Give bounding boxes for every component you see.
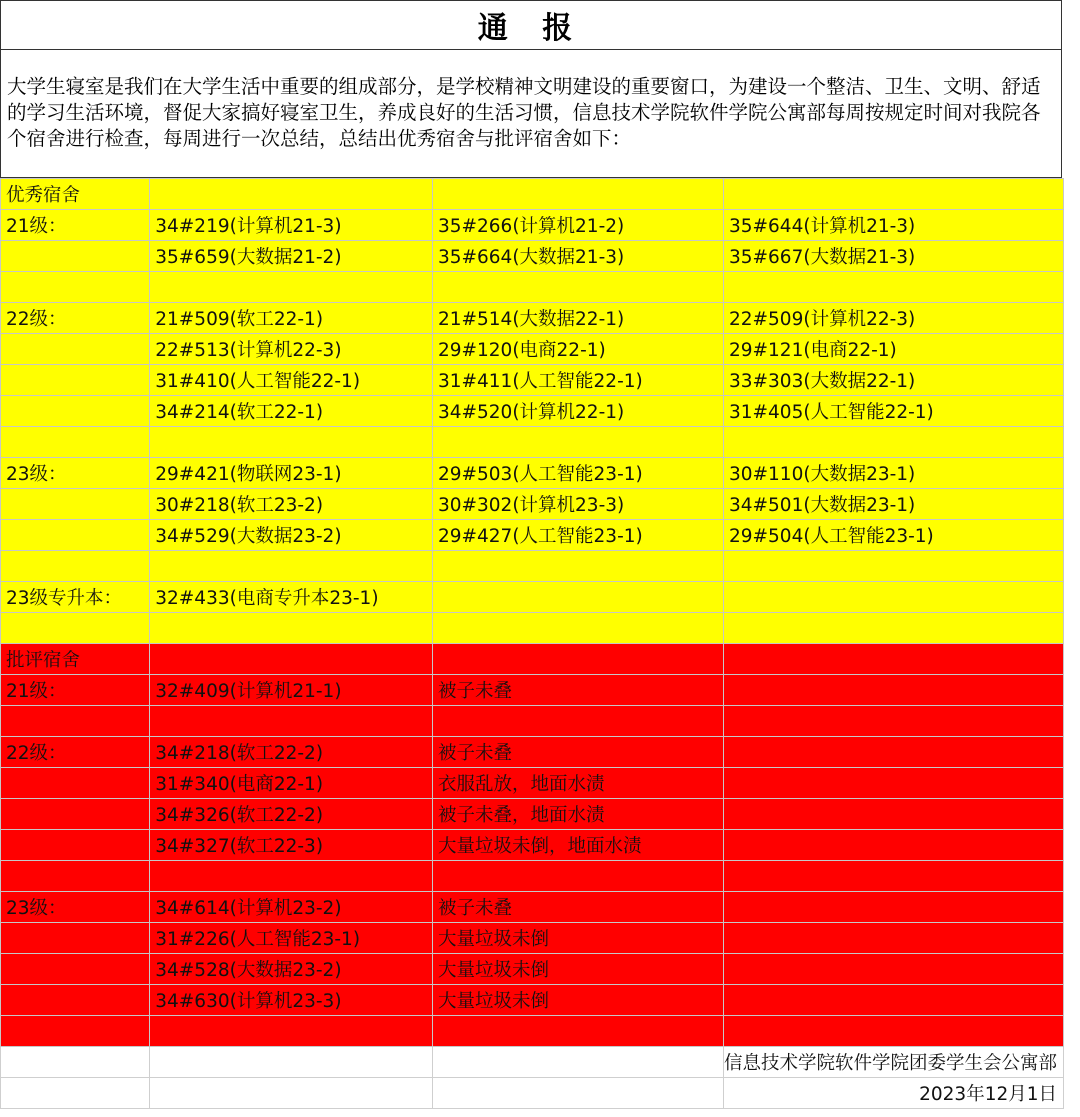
grade-label <box>1 985 150 1016</box>
dorm-cell <box>432 582 723 613</box>
dorm-cell <box>724 582 1064 613</box>
excellent-row <box>1 427 1080 458</box>
excellent-row <box>1 365 1080 396</box>
grade-label <box>1 241 150 272</box>
dorm-cell: 34#501(大数据23-1) <box>724 489 1064 520</box>
row-gap-cell <box>1064 985 1080 1016</box>
dorm-cell: 34#520(计算机22-1) <box>432 396 723 427</box>
row-gap-cell <box>1064 582 1080 613</box>
dorm-cell: 22#513(计算机22-3) <box>150 334 433 365</box>
row-gap-cell <box>1064 241 1080 272</box>
footer-row <box>1 1047 1080 1078</box>
excellent-section-header: 优秀宿舍 <box>1 179 150 210</box>
footer-org: 信息技术学院软件学院团委学生会公寓部 <box>724 1047 1064 1078</box>
row-gap-cell <box>1064 210 1080 241</box>
excellent-row <box>1 334 1080 365</box>
reason-cell <box>432 1016 723 1047</box>
empty-cell <box>1 1047 150 1078</box>
row-gap-cell <box>1064 737 1080 768</box>
criticized-row <box>1 1016 1080 1047</box>
grade-label <box>1 427 150 458</box>
reason-cell: 被子未叠，地面水渍 <box>432 799 723 830</box>
row-gap-cell <box>1064 551 1080 582</box>
dorm-cell: 31#405(人工智能22-1) <box>724 396 1064 427</box>
row-gap-cell <box>1064 923 1080 954</box>
reason-cell: 被子未叠 <box>432 892 723 923</box>
grade-label <box>1 613 150 644</box>
intro-paragraph: 大学生寝室是我们在大学生活中重要的组成部分，是学校精神文明建设的重要窗口，为建设一个整洁、卫生、文明、舒适的学习生活环境，督促大家搞好寝室卫生，养成良好的生活习惯，信息技术学院软件学院公寓部每周按规定时间对我院各个宿舍进行检查，每周进行一次总结，总结出优秀宿舍与批评宿舍如下： <box>0 50 1062 178</box>
footer-date: 2023年12月1日 <box>724 1078 1064 1109</box>
row-gap-cell <box>1064 303 1080 334</box>
dorm-cell <box>724 272 1064 303</box>
excellent-row <box>1 396 1080 427</box>
dorm-cell: 34#614(计算机23-2) <box>150 892 433 923</box>
dorm-cell: 29#503(人工智能23-1) <box>432 458 723 489</box>
row-gap-cell <box>1064 768 1080 799</box>
criticized-row <box>1 830 1080 861</box>
row-gap-cell <box>1064 830 1080 861</box>
row-gap-cell <box>1064 1016 1080 1047</box>
dorm-cell <box>724 861 1064 892</box>
grade-label: 23级专升本： <box>1 582 150 613</box>
dorm-cell <box>724 985 1064 1016</box>
dorm-cell <box>150 551 433 582</box>
dorm-cell: 31#340(电商22-1) <box>150 768 433 799</box>
dorm-cell: 31#226(人工智能23-1) <box>150 923 433 954</box>
grade-label <box>1 272 150 303</box>
excellent-row <box>1 303 1080 334</box>
grade-label <box>1 396 150 427</box>
criticized-row <box>1 954 1080 985</box>
row-gap-cell <box>1064 1047 1080 1078</box>
criticized-row <box>1 706 1080 737</box>
grade-label: 21级： <box>1 210 150 241</box>
dorm-cell: 22#509(计算机22-3) <box>724 303 1064 334</box>
reason-cell: 大量垃圾未倒 <box>432 954 723 985</box>
grade-label <box>1 861 150 892</box>
dorm-cell <box>724 954 1064 985</box>
row-gap-cell <box>1064 489 1080 520</box>
dorm-cell: 31#410(人工智能22-1) <box>150 365 433 396</box>
excellent-row <box>1 272 1080 303</box>
reason-cell: 大量垃圾未倒，地面水渍 <box>432 830 723 861</box>
grade-label <box>1 954 150 985</box>
grade-label <box>1 520 150 551</box>
dorm-cell: 30#218(软工23-2) <box>150 489 433 520</box>
row-gap-cell <box>1064 179 1080 210</box>
excellent-row <box>1 241 1080 272</box>
criticized-section-header: 批评宿舍 <box>1 644 150 675</box>
dormitory-table <box>0 178 1080 1109</box>
row-gap-cell <box>1064 365 1080 396</box>
dorm-cell: 33#303(大数据22-1) <box>724 365 1064 396</box>
dorm-cell <box>432 551 723 582</box>
dorm-cell <box>150 1016 433 1047</box>
dorm-cell: 34#219(计算机21-3) <box>150 210 433 241</box>
row-gap-cell <box>1064 396 1080 427</box>
reason-cell: 大量垃圾未倒 <box>432 923 723 954</box>
dorm-cell <box>724 737 1064 768</box>
grade-label <box>1 923 150 954</box>
grade-label <box>1 1016 150 1047</box>
dorm-cell <box>150 613 433 644</box>
grade-label <box>1 365 150 396</box>
empty-cell <box>724 179 1064 210</box>
grade-label: 22级： <box>1 303 150 334</box>
row-gap-cell <box>1064 954 1080 985</box>
criticized-row <box>1 923 1080 954</box>
criticized-row <box>1 892 1080 923</box>
dorm-cell: 34#326(软工22-2) <box>150 799 433 830</box>
dorm-cell: 30#110(大数据23-1) <box>724 458 1064 489</box>
grade-label: 23级： <box>1 458 150 489</box>
dorm-cell: 29#121(电商22-1) <box>724 334 1064 365</box>
grade-label: 23级： <box>1 892 150 923</box>
grade-label <box>1 489 150 520</box>
empty-cell <box>150 1078 433 1109</box>
dorm-cell <box>724 551 1064 582</box>
dorm-cell: 34#528(大数据23-2) <box>150 954 433 985</box>
empty-cell <box>150 1047 433 1078</box>
row-gap-cell <box>1064 799 1080 830</box>
dorm-cell: 34#214(软工22-1) <box>150 396 433 427</box>
row-gap-cell <box>1064 613 1080 644</box>
grade-label <box>1 706 150 737</box>
dorm-cell: 32#409(计算机21-1) <box>150 675 433 706</box>
excellent-row <box>1 520 1080 551</box>
criticized-row <box>1 675 1080 706</box>
reason-cell: 大量垃圾未倒 <box>432 985 723 1016</box>
dorm-cell <box>724 675 1064 706</box>
dorm-cell <box>724 706 1064 737</box>
empty-cell <box>724 644 1064 675</box>
reason-cell: 衣服乱放，地面水渍 <box>432 768 723 799</box>
grade-label: 22级： <box>1 737 150 768</box>
grade-label <box>1 768 150 799</box>
dorm-cell: 34#630(计算机23-3) <box>150 985 433 1016</box>
dorm-cell: 32#433(电商专升本23-1) <box>150 582 433 613</box>
dorm-cell <box>724 768 1064 799</box>
dorm-cell: 29#427(人工智能23-1) <box>432 520 723 551</box>
dorm-cell <box>432 272 723 303</box>
dorm-cell <box>724 923 1064 954</box>
dorm-cell <box>724 830 1064 861</box>
dorm-cell: 29#421(物联网23-1) <box>150 458 433 489</box>
row-gap-cell <box>1064 272 1080 303</box>
row-gap-cell <box>1064 334 1080 365</box>
grade-label: 21级： <box>1 675 150 706</box>
reason-cell <box>432 706 723 737</box>
dorm-cell: 35#659(大数据21-2) <box>150 241 433 272</box>
grade-label <box>1 334 150 365</box>
row-gap-cell <box>1064 675 1080 706</box>
criticized-row <box>1 768 1080 799</box>
empty-cell <box>432 644 723 675</box>
dorm-cell: 31#411(人工智能22-1) <box>432 365 723 396</box>
criticized-row <box>1 985 1080 1016</box>
dorm-cell: 35#664(大数据21-3) <box>432 241 723 272</box>
dorm-cell <box>150 427 433 458</box>
row-gap-cell <box>1064 520 1080 551</box>
excellent-row <box>1 613 1080 644</box>
dorm-cell: 21#514(大数据22-1) <box>432 303 723 334</box>
empty-cell <box>150 179 433 210</box>
row-gap-cell <box>1064 427 1080 458</box>
dorm-cell <box>432 427 723 458</box>
grade-label <box>1 830 150 861</box>
excellent-row <box>1 551 1080 582</box>
excellent-row <box>1 458 1080 489</box>
footer-row <box>1 1078 1080 1109</box>
dorm-cell <box>150 861 433 892</box>
dorm-cell: 35#667(大数据21-3) <box>724 241 1064 272</box>
criticized-header-row <box>1 644 1080 675</box>
criticized-row <box>1 737 1080 768</box>
dorm-cell <box>724 799 1064 830</box>
dorm-cell <box>724 892 1064 923</box>
dorm-cell: 34#218(软工22-2) <box>150 737 433 768</box>
empty-cell <box>150 644 433 675</box>
empty-cell <box>1 1078 150 1109</box>
criticized-row <box>1 861 1080 892</box>
dorm-cell: 34#327(软工22-3) <box>150 830 433 861</box>
empty-cell <box>432 1078 723 1109</box>
excellent-row <box>1 582 1080 613</box>
excellent-header-row <box>1 179 1080 210</box>
dorm-cell <box>724 1016 1064 1047</box>
row-gap-cell <box>1064 861 1080 892</box>
dorm-cell: 29#504(人工智能23-1) <box>724 520 1064 551</box>
empty-cell <box>432 179 723 210</box>
dorm-cell <box>724 613 1064 644</box>
dorm-cell: 35#266(计算机21-2) <box>432 210 723 241</box>
dorm-cell: 21#509(软工22-1) <box>150 303 433 334</box>
page-title: 通 报 <box>0 0 1062 50</box>
reason-cell: 被子未叠 <box>432 737 723 768</box>
dorm-cell: 34#529(大数据23-2) <box>150 520 433 551</box>
row-gap-cell <box>1064 1078 1080 1109</box>
row-gap-cell <box>1064 644 1080 675</box>
empty-cell <box>432 1047 723 1078</box>
dorm-cell <box>150 706 433 737</box>
row-gap-cell <box>1064 458 1080 489</box>
row-gap-cell <box>1064 706 1080 737</box>
dorm-cell <box>150 272 433 303</box>
dormitory-table-body <box>1 179 1080 1109</box>
row-gap-cell <box>1064 892 1080 923</box>
excellent-row <box>1 489 1080 520</box>
dorm-cell <box>724 427 1064 458</box>
criticized-row <box>1 799 1080 830</box>
reason-cell <box>432 861 723 892</box>
dorm-cell <box>432 613 723 644</box>
reason-cell: 被子未叠 <box>432 675 723 706</box>
excellent-row <box>1 210 1080 241</box>
dorm-cell: 30#302(计算机23-3) <box>432 489 723 520</box>
dorm-cell: 35#644(计算机21-3) <box>724 210 1064 241</box>
grade-label <box>1 799 150 830</box>
dorm-cell: 29#120(电商22-1) <box>432 334 723 365</box>
grade-label <box>1 551 150 582</box>
